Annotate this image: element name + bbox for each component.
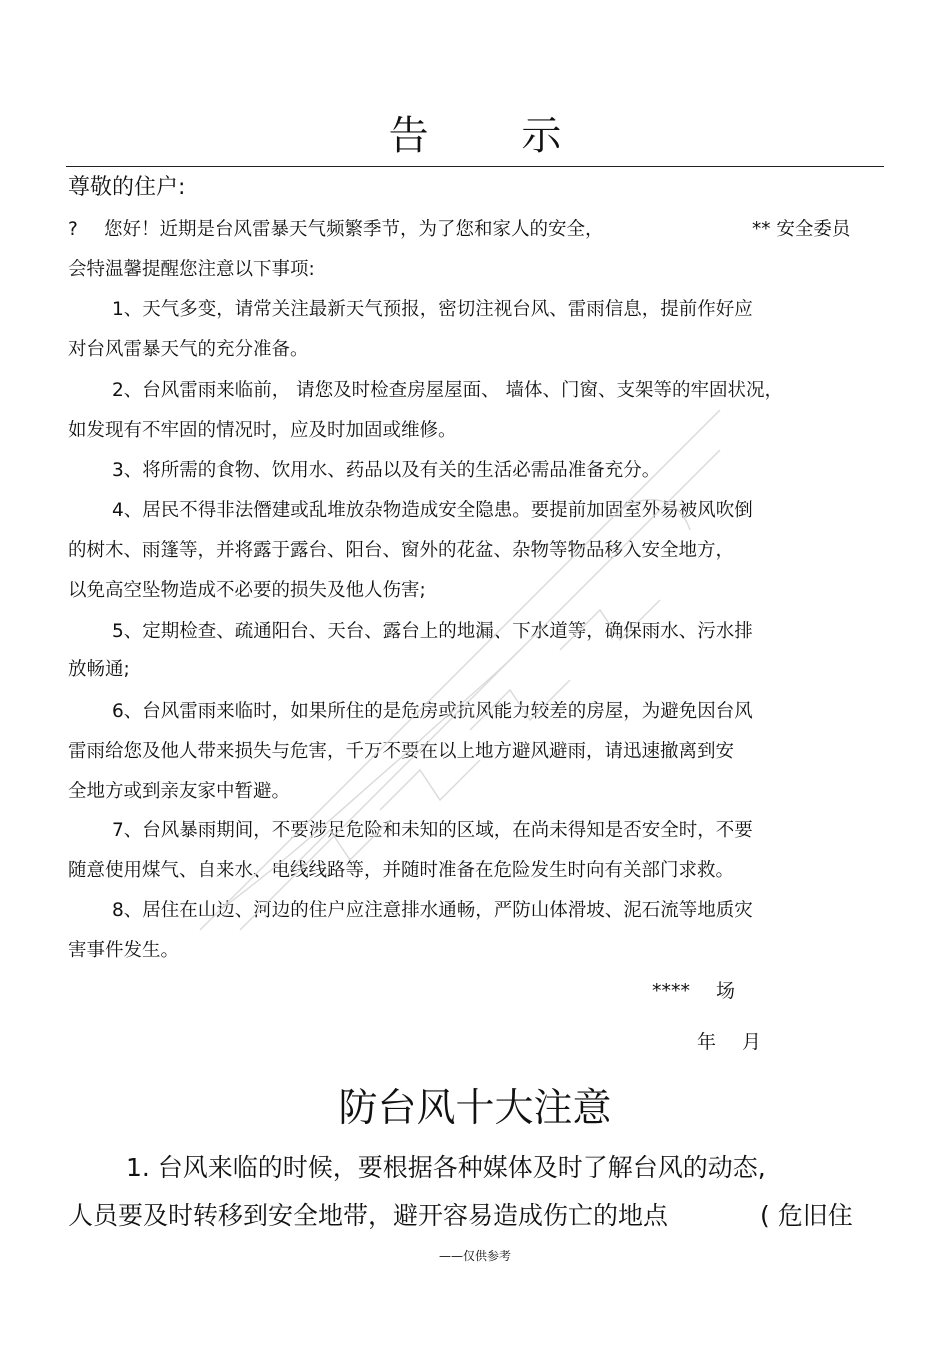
item-line: 全地方或到亲友家中暂避。 bbox=[68, 781, 291, 802]
item-line: 放畅通; bbox=[68, 659, 130, 680]
item-line: 1、天气多变，请常关注最新天气预报，密切注视台风、雷雨信息，提前作好应 bbox=[112, 299, 753, 320]
greeting: 尊敬的住户: bbox=[68, 175, 186, 200]
item-line: 5、定期检查、疏通阳台、天台、露台上的地漏、下水道等，确保雨水、污水排 bbox=[112, 621, 753, 642]
date-year: 年 bbox=[697, 1031, 717, 1053]
section-2-line-2-tail: ( 危旧住 bbox=[760, 1201, 853, 1230]
item-line: 3、将所需的食物、饮用水、药品以及有关的生活必需品准备充分。 bbox=[112, 460, 661, 481]
intro-line-2: 会特温馨提醒您注意以下事项: bbox=[68, 259, 315, 280]
title-divider bbox=[66, 166, 884, 167]
item-line: 对台风雷暴天气的充分准备。 bbox=[68, 339, 309, 360]
item-line: 害事件发生。 bbox=[68, 940, 180, 961]
item-line: 以免高空坠物造成不必要的损失及他人伤害; bbox=[68, 580, 426, 601]
item-line: 如发现有不牢固的情况时，应及时加固或维修。 bbox=[68, 420, 457, 441]
section-2-line-2: 人员要及时转移到安全地带，避开容易造成伤亡的地点 bbox=[68, 1201, 669, 1230]
notice-title: 告 示 bbox=[388, 113, 602, 159]
footer-note: ——仅供参考 bbox=[438, 1249, 511, 1263]
intro-line-1: 您好！近期是台风雷暴天气频繁季节，为了您和家人的安全， bbox=[104, 219, 604, 240]
section-2-line-1: 1. 台风来临的时候，要根据各种媒体及时了解台风的动态, bbox=[126, 1153, 766, 1182]
item-line: 8、居住在山边、河边的住户应注意排水通畅，严防山体滑坡、泥石流等地质灾 bbox=[112, 900, 753, 921]
item-line: 6、台风雷雨来临时，如果所住的是危房或抗风能力较差的房屋，为避免因台风 bbox=[112, 701, 753, 722]
item-line: 4、居民不得非法僭建或乱堆放杂物造成安全隐患。要提前加固室外易被风吹倒 bbox=[112, 500, 753, 521]
intro-mark: ? bbox=[68, 219, 78, 240]
section-2-title: 防台风十大注意 bbox=[338, 1086, 612, 1131]
signature-place: 场 bbox=[716, 980, 736, 1002]
item-line: 7、台风暴雨期间，不要涉足危险和未知的区域，在尚未得知是否安全时，不要 bbox=[112, 820, 753, 841]
item-line: 的树木、雨篷等，并将露于露台、阳台、窗外的花盆、杂物等物品移入安全地方， bbox=[68, 540, 735, 561]
intro-org: ** 安全委员 bbox=[752, 219, 851, 240]
item-line: 随意使用煤气、自来水、电线线路等，并随时准备在危险发生时向有关部门求救。 bbox=[68, 860, 735, 881]
item-line: 2、台风雷雨来临前， 请您及时检查房屋屋面、 墙体、门窗、支架等的牢固状况， bbox=[112, 380, 784, 401]
signature-stars: **** bbox=[652, 980, 690, 1002]
date-month: 月 bbox=[742, 1031, 762, 1053]
item-line: 雷雨给您及他人带来损失与危害，千万不要在以上地方避风避雨，请迅速撤离到安 bbox=[68, 741, 735, 762]
